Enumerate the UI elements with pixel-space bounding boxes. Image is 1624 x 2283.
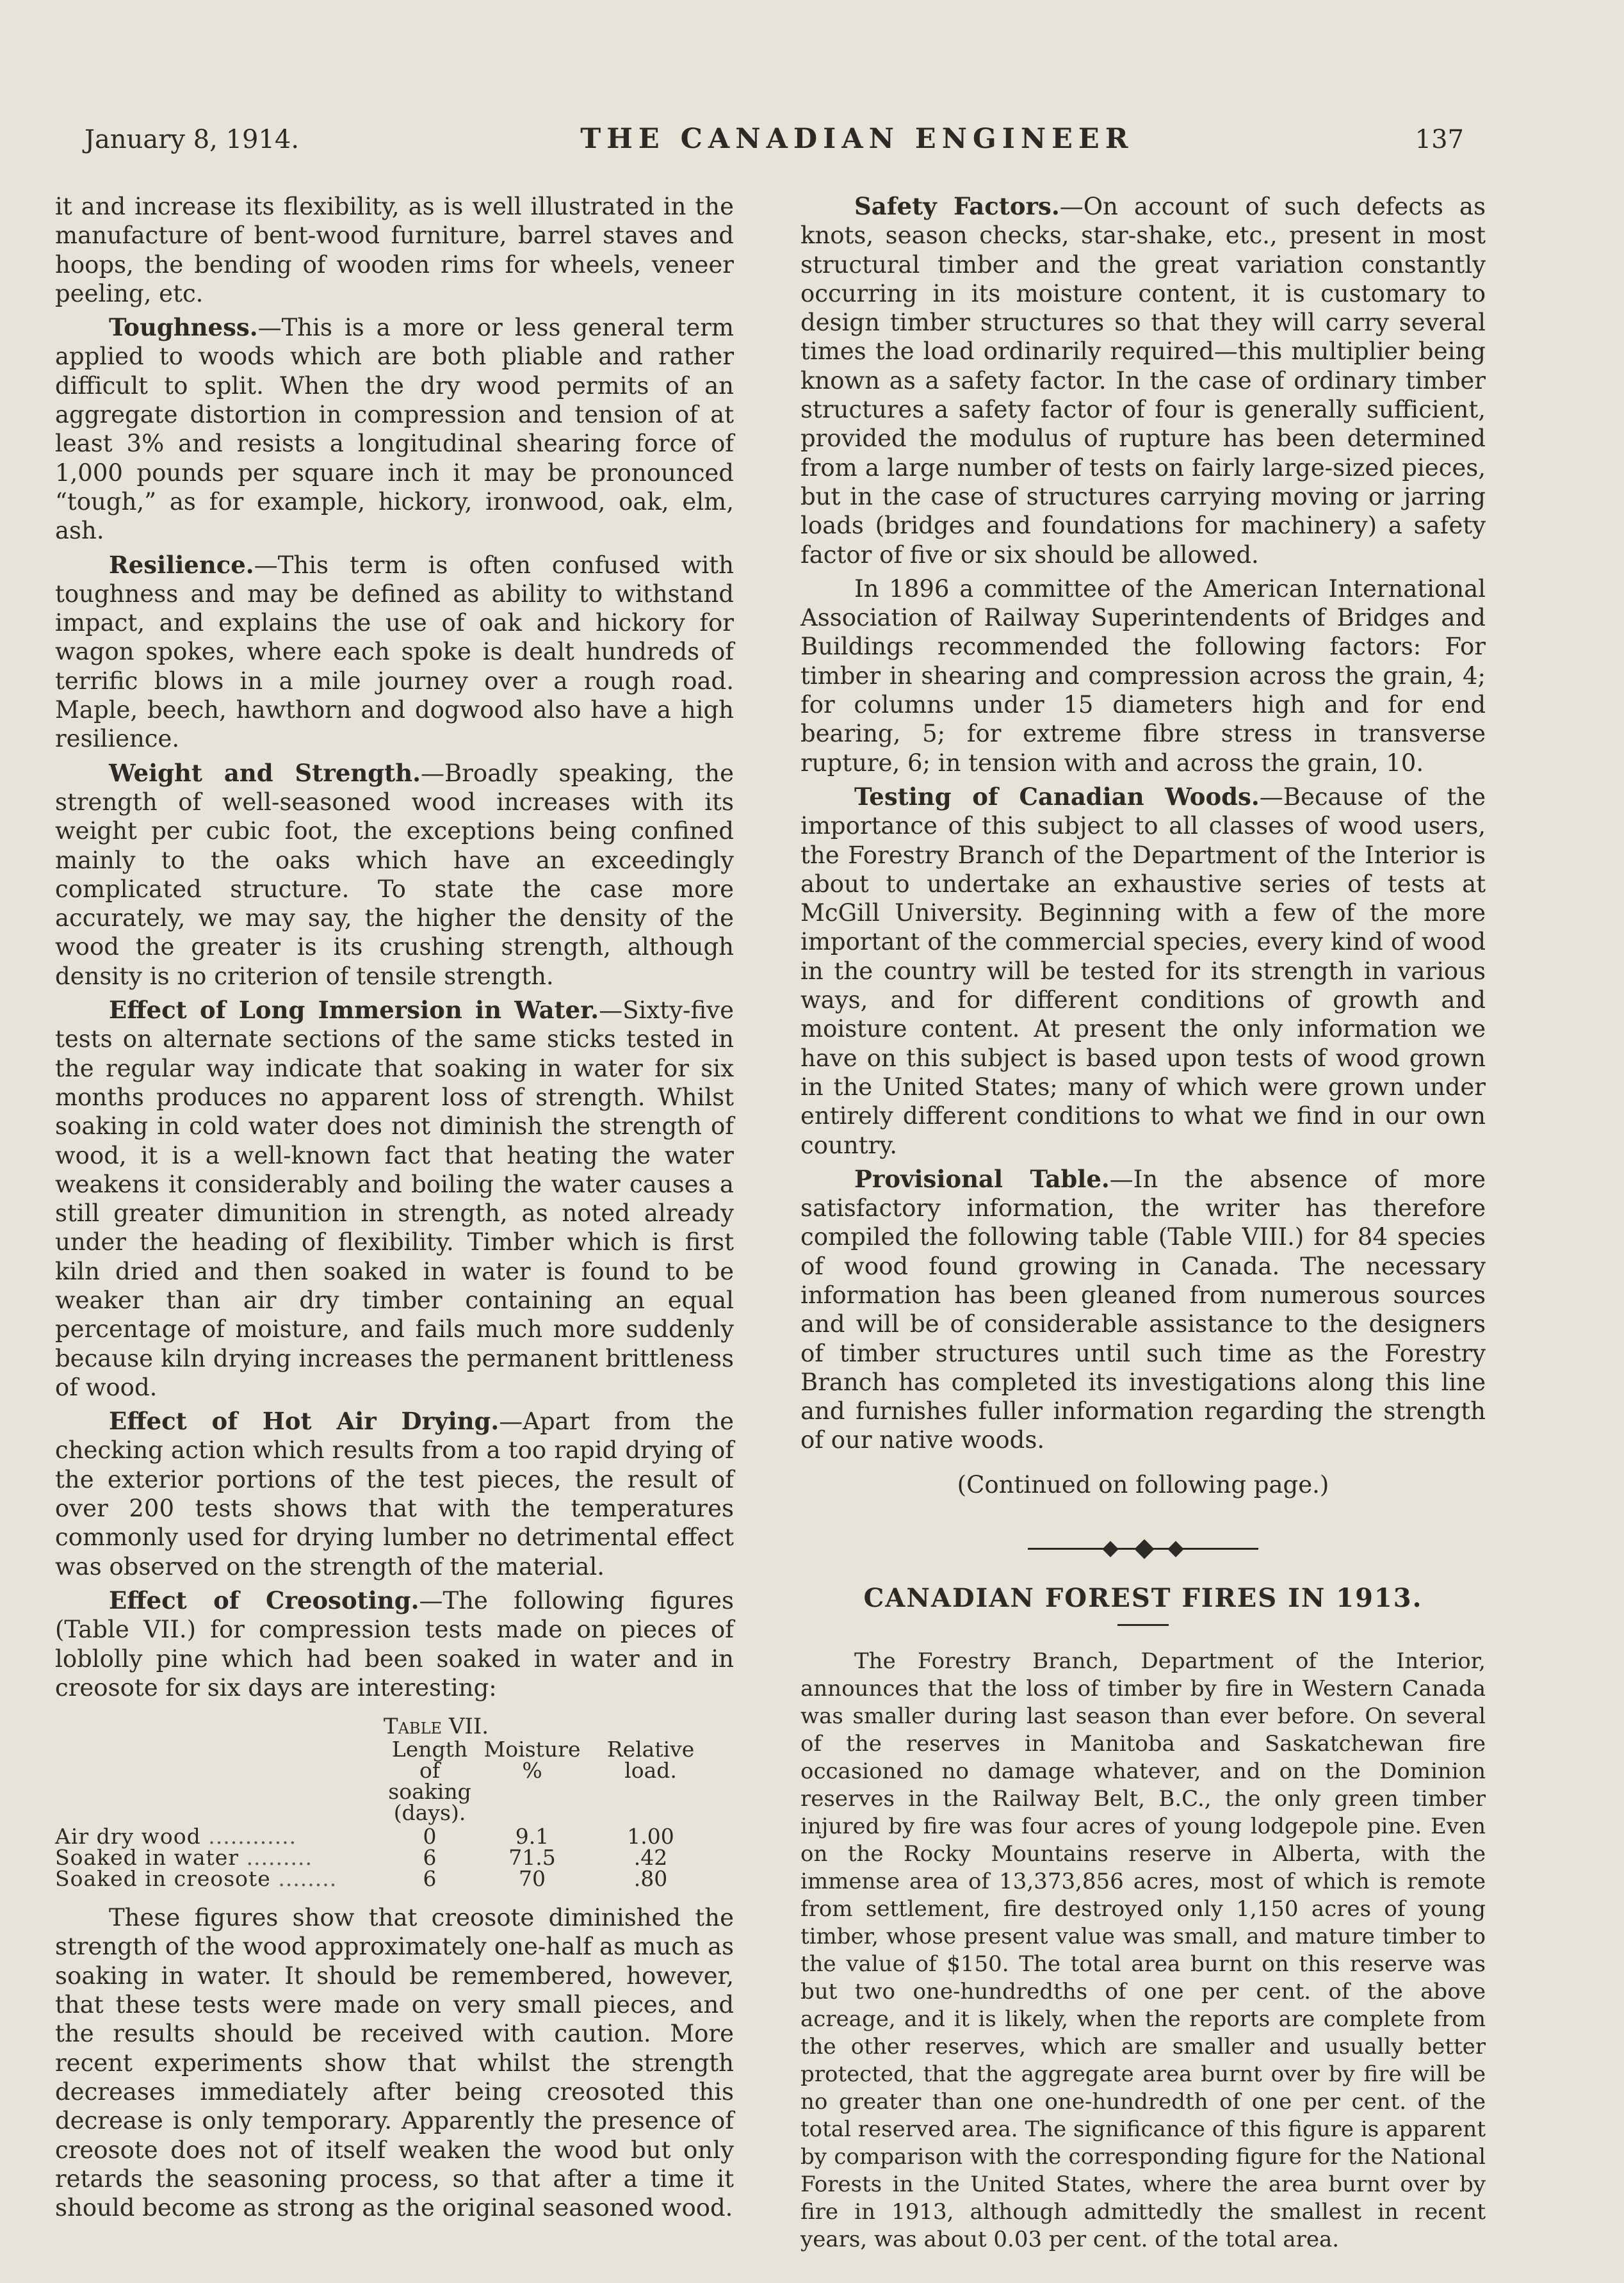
cell-moisture: 9.1: [515, 1824, 549, 1849]
resilience-text: —This term is often confused with toughness and may be defined as ability to withstand impact, and explains the use of oak and hickory for wagon spokes, where each spoke is dealt hundreds of terrific blows in a mile journey over a rough road. Maple, beech, hawthorn and dogwood also have a high resilience.: [55, 551, 734, 753]
creosote-results-paragraph: These figures show that creosote diminished the strength of the wood approximately one-half as much as soaking in water. It should be remembered, however, that these tests were made on very small pieces, and the results should be received with caution. More recent experiments show that whilst the strength decreases immediately after being creosoted this decrease is only temporary. Apparently the presence of creosote does not of itself weaken the wood but only retards the seasoning process, so that after a time it should become as strong as the original seasoned wood.: [55, 1904, 734, 2222]
forest-fires-paragraph: The Forestry Branch, Department of the Interior, announces that the loss of timber by fire in Western Canada was smaller during last season than ever before. On several of the reserves in Manitoba and Saskatchewan fire occasioned no damage whatever, and on the Dominion reserves in the Railway Belt, B.C., the only green timber injured by fire was four acres of young lodgepole pine. Even on the Rocky Mountains reserve in Alberta, with the immense area of 13,373,856 acres, most of which is remote from settlement, fire destroyed only 1,150 acres of young timber, whose present value was small, and mature timber to the value of $150. The total area burnt on this reserve was but two one-hundredths of one per cent. of the above acreage, and it is likely, when the reports are complete from the other reserves, which are smaller and usually better protected, that the aggregate area burnt over by fire will be no greater than one one-hundredth of one per cent. of the total reserved area. The significance of this figure is apparent by comparison with the corresponding figure for the National Forests in the United States, where the area burnt over by fire in 1913, although admittedly the smallest in recent years, was about 0.03 per cent. of the total area.: [800, 1648, 1486, 2253]
col-header-moisture: Moisture %: [483, 1737, 581, 1783]
creosoting-heading: Effect of Creosoting.: [109, 1586, 419, 1614]
cell-moisture: 71.5: [508, 1845, 556, 1871]
weight-strength-heading: Weight and Strength.: [109, 758, 421, 787]
safety-factors-heading: Safety Factors.: [854, 192, 1060, 220]
testing-paragraph: [800, 783, 1486, 1160]
provisional-table-paragraph: [800, 1165, 1486, 1455]
row-label-text: Soaked in water: [55, 1845, 240, 1871]
table-caption: Table VII.: [383, 1714, 489, 1740]
ornament-divider: [1028, 1539, 1258, 1558]
toughness-paragraph: [55, 313, 734, 545]
col-header-relative-load: Relative load.: [606, 1737, 695, 1783]
continued-note: (Continued on following page.): [957, 1470, 1329, 1499]
testing-text: —Because of the importance of this subject to all classes of wood users, the Forestry Branch of the Department of the Interior is about to undertake an exhaustive series of tests at McGill University. Beginning with a few of the more important of the commercial species, every kind of wood in the country will be tested for its strength in various ways, and for different conditions of growth and moisture content. At present the only information we have on this subject is based upon tests of wood grown in the United States; many of which were grown under entirely different conditions to what we find in our own country.: [800, 783, 1486, 1159]
page-number: 137: [1415, 125, 1464, 154]
cell-soaking: 6: [423, 1845, 437, 1871]
issue-date: January 8, 1914.: [85, 125, 300, 154]
right-column: [800, 192, 1486, 2254]
hot-air-heading: Effect of Hot Air Drying.: [109, 1407, 499, 1436]
resilience-heading: Resilience.: [109, 550, 254, 579]
provisional-table-text: —In the absence of more satisfactory information, the writer has therefore compiled the following table (Table VIII.) for 84 species of wood found growing in Canada. The necessary information has been gleaned from numerous sources and will be of considerable assistance to the designers of timber structures until such time as the Forestry Branch has completed its investigations along this line and furnishes fuller information regarding the strength of our native woods.: [800, 1165, 1486, 1454]
title-rule: [1117, 1624, 1169, 1626]
cell-relative-load: .80: [633, 1866, 668, 1892]
ornament-diamond: [1102, 1541, 1118, 1557]
safety-factors-text: —On account of such defects as knots, season checks, star-shake, etc., present in most structural timber and the great variation constantly occurring in its moisture content, it is customary to design timber structures so that they will carry several times the load ordinarily required—this multiplier being known as a safety factor. In the case of ordinary timber structures a safety factor of four is generally sufficient, provided the modulus of rupture has been determined from a large number of tests on fairly large-sized pieces, but in the case of structures carrying moving or jarring loads (bridges and foundations for machinery) a safety factor of five or six should be allowed.: [800, 193, 1486, 569]
weight-strength-text: —Broadly speaking, the strength of well-seasoned wood increases with its weight per cubic foot, the exceptions being confined mainly to the oaks which have an exceedingly complicated structure. To state the case more accurately, we may say, the higher the density of the wood the greater is its crushing strength, although density is no criterion of tensile strength.: [55, 759, 734, 990]
toughness-text: —This is a more or less general term applied to woods which are both pliable and rather difficult to split. When the dry wood permits of an aggregate distortion in compression and tension of at least 3% and resists a longitudinal shearing force of 1,000 pounds per square inch it may be pronounced “tough,” as for example, hickory, ironwood, oak, elm, ash.: [55, 314, 734, 545]
cell-relative-load: 1.00: [627, 1824, 674, 1849]
provisional-table-heading: Provisional Table.: [854, 1164, 1110, 1193]
ornament-diamond: [1167, 1541, 1183, 1557]
forest-fires-title: CANADIAN FOREST FIRES IN 1913.: [863, 1583, 1423, 1614]
creosoting-text: —The following figures (Table VII.) for compression tests made on pieces of loblolly pine which had been soaked in water and in creosote for six days are interesting:: [55, 1586, 734, 1702]
table-header-blank: [55, 1739, 382, 1823]
table-row: [55, 1826, 734, 1847]
intro-paragraph: it and increase its flexibility, as is well illustrated in the manufacture of bent-wood furniture, barrel staves and hoops, the bending of wooden rims for wheels, veneer peeling, etc.: [55, 193, 734, 307]
left-column: [55, 192, 734, 2222]
weight-strength-paragraph: [55, 759, 734, 991]
immersion-heading: Effect of Long Immersion in Water.: [109, 996, 599, 1025]
toughness-heading: Toughness.: [109, 313, 258, 342]
row-label: [55, 1866, 382, 1892]
table-header-row: [55, 1737, 734, 1826]
ornament-diamond: [1134, 1540, 1154, 1559]
cell-soaking: 6: [423, 1866, 437, 1892]
cell-soaking: 0: [423, 1824, 437, 1849]
hot-air-text: —Apart from the checking action which results from a too rapid drying of the exterior portions of the test pieces, the result of over 200 tests shows that with the temperatures commonly used for drying lumber no detrimental effect was observed on the strength of the material.: [55, 1408, 734, 1580]
row-label-text: Air dry wood: [55, 1824, 201, 1849]
committee-1896-paragraph: In 1896 a committee of the American International Association of Railway Superintendents of Bridges and Buildings recommended the following factors: For timber in shearing and compression across the grain, 4; for columns under 15 diameters high and for end bearing, 5; for extreme fibre stress in transverse rupture, 6; in tension with and across the grain, 10.: [800, 574, 1486, 777]
resilience-paragraph: [55, 551, 734, 754]
journal-title: THE CANADIAN ENGINEER: [580, 123, 1134, 155]
immersion-paragraph: [55, 996, 734, 1402]
creosoting-paragraph: [55, 1586, 734, 1702]
table-vii: [55, 1714, 734, 1892]
cell-moisture: 70: [519, 1866, 546, 1892]
col-header-soaking: Length of soaking (days).: [388, 1737, 471, 1826]
running-header: [85, 123, 1464, 161]
testing-heading: Testing of Canadian Woods.: [854, 782, 1260, 811]
table-row: [55, 1845, 734, 1871]
leader-dots: .........: [239, 1845, 313, 1871]
immersion-text: —Sixty-five tests on alternate sections of the same sticks tested in the regular way indicate that soaking in water for six months produces no apparent loss of strength. Whilst soaking in cold water does not diminish the strength of wood, it is a well-known fact that heating the water weakens it considerably and boiling the water causes a still greater dimunition in strength, as noted already under the heading of flexibility. Timber which is first kiln dried and then soaked in water is found to be weaker than air dry timber containing an equal percentage of moisture, and fails much more suddenly because kiln drying increases the permanent brittleness of wood.: [55, 996, 734, 1401]
leader-dots: ............: [200, 1824, 297, 1849]
leader-dots: ........: [270, 1866, 337, 1892]
hot-air-paragraph: [55, 1407, 734, 1581]
safety-factors-paragraph: [800, 192, 1486, 569]
row-label-text: Soaked in creosote: [55, 1866, 271, 1892]
row-label: [55, 1845, 382, 1871]
row-label: [55, 1826, 382, 1847]
cell-relative-load: .42: [633, 1845, 668, 1871]
table-row: [55, 1866, 734, 1892]
